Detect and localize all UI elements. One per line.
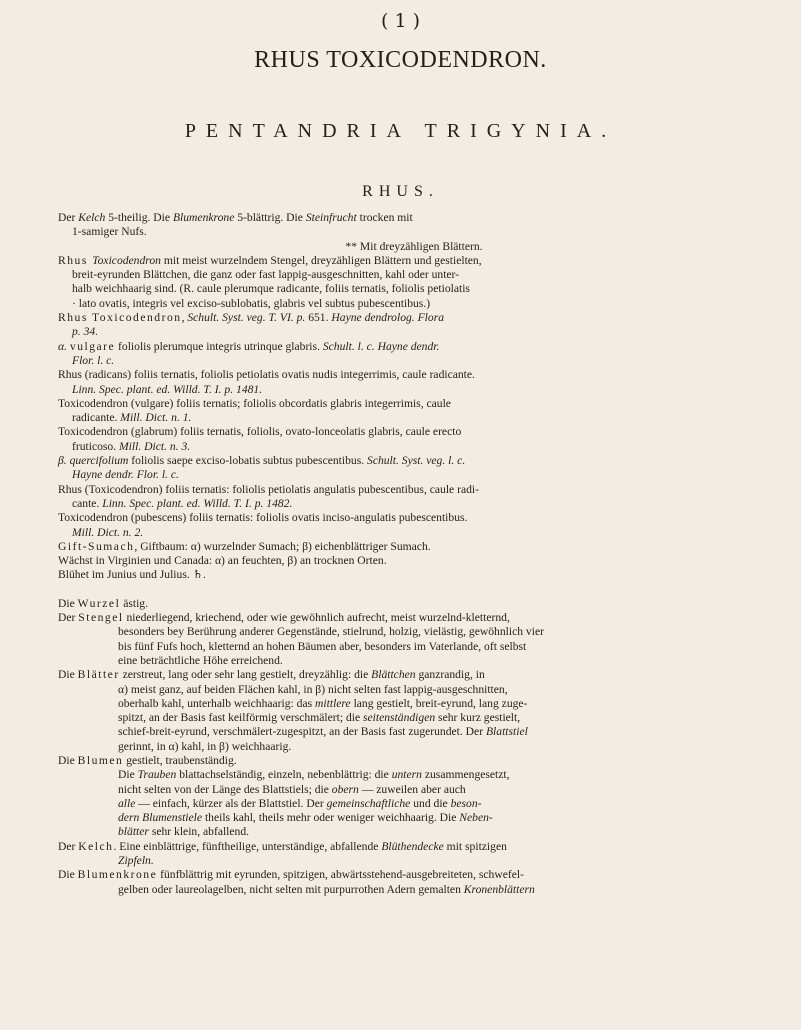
synonym-main: Rhus Toxicodendron, Schult. Syst. veg. T. VI. p. 651. Hayne dendrolog. Flora: [58, 311, 444, 325]
genus-character: Der Kelch 5-theilig. Die Blumenkrone 5-blättrig. Die Steinfrucht trocken mit: [58, 211, 413, 224]
alpha-synonym-1: Rhus (radicans) foliis ternatis, foliolis petiolatis ovatis nudis integerrimis, caule radicante.: [58, 368, 475, 382]
genus-heading: RHUS.: [362, 183, 439, 200]
description-leaves: Die Blätter zerstreut, lang oder sehr lang gestielt, dreyzählig: die Blättchen ganzrandig, in: [58, 668, 485, 682]
description-stem: Der Stengel niederliegend, kriechend, oder wie gewöhnlich aufrecht, meist wurzelnd-kletternd,: [58, 611, 510, 625]
page-number: ( 1 ): [381, 10, 420, 32]
variety-beta: β. quercifolium foliolis saepe exciso-lobatis subtus pubescentibus. Schult. Syst. veg. l. c.: [58, 454, 466, 468]
variety-alpha: α. vulgare foliolis plerumque integris utrinque glabris. Schult. l. c. Hayne dendr.: [58, 339, 440, 353]
description-racemes: Die Trauben blattachselständig, einzeln, nebenblättrig: die untern zusammengesetzt,: [118, 768, 510, 782]
species-diagnosis: Rhus Toxicodendron mit meist wurzelndem Stengel, dreyzähligen Blättern und gestielten,: [58, 253, 482, 267]
page-title: RHUS TOXICODENDRON.: [254, 47, 547, 73]
alpha-synonym-2: Toxicodendron (vulgare) foliis ternatis; foliolis obcordatis glabris integerrimis, caule: [58, 396, 451, 410]
habitat: Wächst in Virginien und Canada: α) an feuchten, β) an trocknen Orten.: [58, 554, 387, 568]
beta-synonym-2: Toxicodendron (pubescens) foliis ternatis: foliolis ovatis inciso-angulatis pubescentibus.: [58, 511, 468, 525]
description-corolla: Die Blumenkrone fünfblättrig mit eyrunden, spitzigen, abwärtsstehend-ausgebreiteten, schwefel-: [58, 868, 524, 882]
linnaean-class-heading: PENTANDRIA TRIGYNIA.: [184, 120, 617, 142]
beta-synonym-1: Rhus (Toxicodendron) foliis ternatis: foliolis petiolatis angulatis pubescentibus, caule radi-: [58, 482, 479, 496]
document-body: Der Kelch 5-theilig. Die Blumenkrone 5-blättrig. Die Steinfrucht trocken mit 1-samiger Nufs. ** Mit dreyzähligen Blättern. Rhus Toxicodendron mit meist wurzelndem Stengel, dreyzähligen Blättern und gestielten, breit-eyrunden Blättchen, die ganz oder fast lappig-ausgeschnitten, kahl oder unter- halb weichhaarig sind. (R. caule plerumque radicante, foliis ternatis, foliolis petiolatis · lato ovatis, integris vel exciso-sublobatis, glabris vel subtus pubescentibus.) Rhus Toxicodendron, Schult. Syst. veg. T. VI. p. 651. Hayne dendrolog. Flora p. 34. α. vulgare foliolis plerumque integris utrinque glabris. Schult. l. c. Hayne dendr. Flor. l. c. Rhus (radicans) foliis ternatis, foliolis petiolatis ovatis nudis integerrimis, caule radicante. Linn. Spec. plant. ed. Willd. T. I. p. 1481. Toxicodendron (vulgare) foliis ternatis; foliolis obcordatis glabris integerrimis, caule radicante. Mill. Dict. n. 1. Toxicodendron (glabrum) foliis ternatis, foliolis, ovato-lonceolatis glabris, caule erecto fruticoso. Mill. Dict. n. 3. β. quercifolium foliolis saepe exciso-lobatis subtus pubescentibus. Schult. Syst. veg. l. c. Hayne dendr. Flor. l. c. Rhus (Toxicodendron) foliis ternatis: foliolis petiolatis angulatis pubescentibus, caule radi- cante. Linn. Spec. plant. ed. Willd. T. I. p. 1482. Toxicodendron (pubescens) foliis ternatis: foliolis ovatis inciso-angulatis pubescentibus. Mill. Dict. n. 2. Gift-Sumach, Giftbaum: α) wurzelnder Sumach; β) eichenblättriger Sumach. Wächst in Virginien und Canada: α) an feuchten, β) an trocknen Orten. Blühet im Junius und Julius. ♄. Die Wurzel ästig. Der Stengel niederliegend, kriechend, oder wie gewöhnlich aufrecht, meist wurzelnd-kletternd, besonders bey Berührung anderer Gegenstände, stielrund, holzig, vielästig, gewöhnlich vier bis fünf Fufs hoch, kletternd an hohen Bäumen aber, besonders im Vaterlande, oft selbst eine beträchtliche Höhe erreichend. Die Blätter zerstreut, lang oder sehr lang gestielt, dreyzählig: die Blättchen ganzrandig, in α) meist ganz, auf beiden Flächen kahl, in β) nicht selten fast lappig-ausgeschnitten, oberhalb kahl, unterhalb weichhaarig: das mittlere lang gestielt, breit-eyrund, lang zuge- spitzt, an der Basis fast keilförmig verschmälert; die seitenständigen sehr kurz gestielt, schief-breit-eyrund, verschmälert-zugespitzt, an der Basis fast zugerundet. Der Blattstiel gerinnt, in α) kahl, in β) weichhaarig. Die Blumen gestielt, traubenständig. Die Trauben blattachselständig, einzeln, nebenblättrig: die untern zusammengesetzt, nicht selten von der Länge des Blattstiels; die obern — zuweilen aber auch alle — einfach, kürzer als der Blattstiel. Der gemeinschaftliche und die beson- dern Blumenstiele theils kahl, theils mehr oder weniger weichhaarig. Die Neben- blätter sehr klein, abfallend. Der Kelch. Eine einblättrige, fünftheilige, unterständige, abfallende Blüthendecke mit spitzigen Zipfeln. Die Blumenkrone fünfblättrig mit eyrunden, spitzigen, abwärtsstehend-ausgebreiteten, schwefel- gelben oder laureolagelben, nicht selten mit purpurrothen Adern gemalten Kronenblättern: [58, 211, 770, 897]
alpha-synonym-3: Toxicodendron (glabrum) foliis ternatis, foliolis, ovato-lonceolatis glabris, caule erecto: [58, 425, 462, 439]
common-names: Gift-Sumach, Giftbaum: α) wurzelnder Sumach; β) eichenblättriger Sumach.: [58, 539, 431, 553]
description-root: Die Wurzel ästig.: [58, 596, 148, 610]
section-heading: ** Mit dreyzähligen Blättern.: [345, 239, 483, 253]
description-flowers: Die Blumen gestielt, traubenständig.: [58, 753, 237, 767]
description-calyx: Der Kelch. Eine einblättrige, fünftheilige, unterständige, abfallende Blüthendecke mit spitzigen: [58, 839, 507, 853]
flowering-time: Blühet im Junius und Julius. ♄.: [58, 568, 206, 582]
